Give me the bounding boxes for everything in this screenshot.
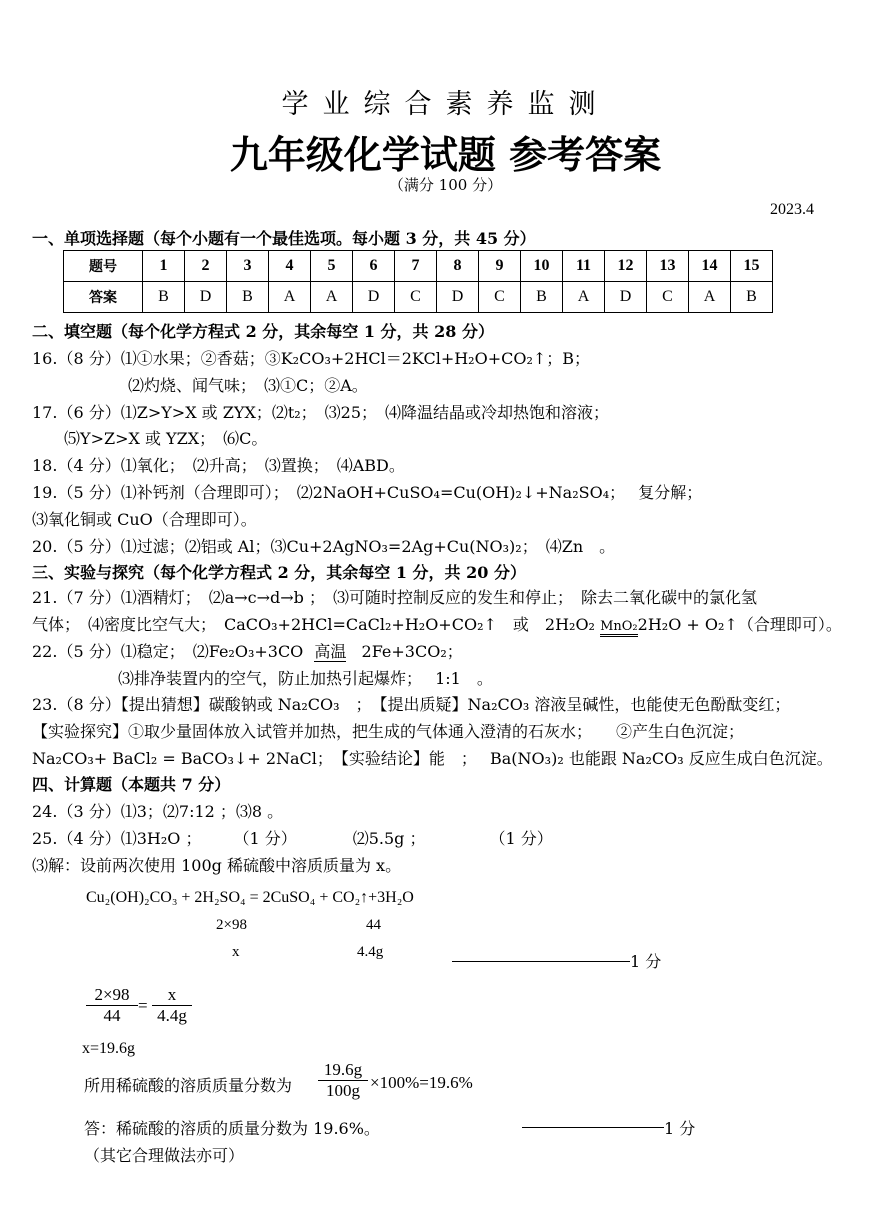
- answer-q24: 24.（3 分）⑴3；⑵7:12 ；⑶8 。: [32, 802, 284, 821]
- proportion-left-fraction: [86, 985, 138, 1026]
- question-number: 8: [437, 251, 479, 282]
- fraction-numerator: 2×98: [94, 985, 130, 1004]
- molar-mass-h2so4: 2×98: [216, 917, 247, 933]
- row-header-number: 题号: [64, 251, 143, 282]
- section4-heading: 四、计算题（本题共 7 分）: [32, 775, 231, 794]
- question-number: 10: [521, 251, 563, 282]
- answer-cell: D: [353, 282, 395, 313]
- answer-q22-line2: ⑶排净装置内的空气，防止加热引起爆炸； 1:1 。: [118, 669, 493, 688]
- answer-cell: C: [479, 282, 521, 313]
- answer-q23-line1: 23.（8 分）【提出猜想】碳酸钠或 Na₂CO₃ ； 【提出质疑】Na₂CO₃ 溶液呈碱性，也能使无色酚酞变红；: [32, 695, 791, 714]
- question-number: 9: [479, 251, 521, 282]
- q22-equation-end: 2Fe+3CO₂；: [361, 642, 463, 661]
- answer-q17-line2: ⑸Y>Z>X 或 YZX； ⑹C。: [64, 429, 268, 448]
- answer-cell: B: [731, 282, 773, 313]
- mass-fraction-result: ×100%=19.6%: [370, 1073, 473, 1092]
- question-number: 4: [269, 251, 311, 282]
- q21-equation-end: 2H₂O + O₂↑（合理即可）。: [637, 615, 842, 634]
- exam-date: 2023.4: [770, 201, 814, 218]
- section2-heading: 二、填空题（每个化学方程式 2 分，其余每空 1 分，共 28 分）: [32, 322, 494, 341]
- score-leader-line: [452, 961, 630, 962]
- answer-cell: B: [143, 282, 185, 313]
- alternative-method-note: （其它合理做法亦可）: [84, 1146, 245, 1165]
- question-number: 3: [227, 251, 269, 282]
- mass-fraction: [318, 1060, 368, 1101]
- answer-q19-line2: ⑶氧化铜或 CuO（合理即可）。: [32, 510, 257, 529]
- unknown-x: x: [232, 944, 240, 960]
- answer-cell: B: [521, 282, 563, 313]
- proportion-right-fraction: [152, 985, 192, 1026]
- question-number: 14: [689, 251, 731, 282]
- answer-cell: C: [647, 282, 689, 313]
- answer-q23-line2: 【实验探究】①取少量固体放入试管并加热，把生成的气体通入澄清的石灰水； ②产生白色沉淀；: [32, 722, 745, 741]
- mno2-catalyst: MnO₂: [600, 619, 638, 637]
- answer-row: [64, 282, 773, 313]
- answer-q18: 18.（4 分）⑴氧化； ⑵升高； ⑶置换； ⑷ABD。: [32, 456, 405, 475]
- answer-cell: C: [395, 282, 437, 313]
- fraction-numerator: 19.6g: [323, 1060, 363, 1079]
- answer-q25-line1: 25.（4 分）⑴3H₂O ； （1 分） ⑵5.5g ； （1 分）: [32, 829, 553, 848]
- answer-q21-line1: 21.（7 分）⑴酒精灯； ⑵a→c→d→b ； ⑶可随时控制反应的发生和停止； 除去二氧化碳中的氯化氢: [32, 588, 758, 607]
- molar-mass-co2: 44: [366, 917, 381, 933]
- answer-q16-line1: 16.（8 分）⑴①水果；②香菇；③K₂CO₃+2HCl＝2KCl+H₂O+CO₂↑；B；: [32, 349, 591, 368]
- equals-sign: =: [138, 996, 148, 1015]
- answer-cell: D: [437, 282, 479, 313]
- exam-series-title: 学业综合素养监测: [281, 89, 610, 120]
- question-number: 11: [563, 251, 605, 282]
- section1-heading: 一、单项选择题（每个小题有一个最佳选项。每小题 3 分，共 45 分）: [32, 229, 536, 248]
- score-mark: 1 分: [664, 1119, 696, 1138]
- row-header-answer: 答案: [64, 282, 143, 313]
- answer-q16-line2: ⑵灼烧、闻气味； ⑶①C；②A。: [128, 376, 368, 395]
- question-number: 5: [311, 251, 353, 282]
- answer-cell: D: [605, 282, 647, 313]
- answer-cell: B: [227, 282, 269, 313]
- answer-q20: 20.（5 分）⑴过滤；⑵铝或 Al；⑶Cu+2AgNO₃=2Ag+Cu(NO₃)₂； ⑷Zn 。: [32, 537, 616, 556]
- question-number: 1: [143, 251, 185, 282]
- final-answer: 答：稀硫酸的溶质的质量分数为 19.6%。: [84, 1119, 380, 1138]
- question-number: 13: [647, 251, 689, 282]
- question-number: 2: [185, 251, 227, 282]
- high-temperature-condition: 高温: [314, 642, 347, 661]
- mass-fraction-label: 所用稀硫酸的溶质质量分数为: [84, 1076, 293, 1095]
- fraction-denominator: 4.4g: [152, 1005, 192, 1026]
- answer-cell: A: [563, 282, 605, 313]
- question-number-row: [64, 251, 773, 282]
- answer-cell: A: [311, 282, 353, 313]
- answer-table: [63, 250, 773, 313]
- answer-q21-line2: [32, 612, 842, 635]
- answer-q19-line1: 19.（5 分）⑴补钙剂（合理即可）； ⑵2NaOH+CuSO₄=Cu(OH)₂↓+Na₂SO₄； 复分解；: [32, 483, 703, 502]
- full-score-note: （满分 100 分）: [388, 176, 503, 194]
- answer-q23-line3: Na₂CO₃+ BaCl₂ = BaCO₃↓+ 2NaCl； 【实验结论】能 ； Ba(NO₃)₂ 也能跟 Na₂CO₃ 反应生成白色沉淀。: [32, 749, 833, 768]
- reaction-equation: Cu₂(OH)₂CO₃ + 2H₂SO₄ = 2CuSO₄ + CO₂↑+3H₂O: [86, 889, 414, 906]
- question-number: 7: [395, 251, 437, 282]
- q21-equation-start: 气体； ⑷密度比空气大； CaCO₃+2HCl=CaCl₂+H₂O+CO₂↑ 或 2H₂O₂: [32, 615, 595, 634]
- answer-q17-line1: 17.（6 分）⑴Z>Y>X 或 ZYX；⑵t₂； ⑶25； ⑷降温结晶或冷却热饱和溶液；: [32, 403, 610, 422]
- fraction-numerator: x: [167, 985, 177, 1004]
- question-number: 6: [353, 251, 395, 282]
- x-result: x=19.6g: [82, 1040, 136, 1057]
- answer-cell: A: [689, 282, 731, 313]
- page-title: 九年级化学试题 参考答案: [229, 132, 662, 177]
- fraction-denominator: 44: [86, 1005, 138, 1026]
- q22-equation-start: 22.（5 分）⑴稳定； ⑵Fe₂O₃+3CO: [32, 642, 304, 661]
- question-number: 12: [605, 251, 647, 282]
- question-number: 15: [731, 251, 773, 282]
- answer-cell: A: [269, 282, 311, 313]
- answer-q22-line1: [32, 639, 463, 662]
- section3-heading: 三、实验与探究（每个化学方程式 2 分，其余每空 1 分，共 20 分）: [32, 563, 526, 582]
- score-leader-line: [522, 1127, 664, 1128]
- co2-mass: 4.4g: [357, 944, 384, 960]
- answer-cell: D: [185, 282, 227, 313]
- fraction-denominator: 100g: [318, 1080, 368, 1101]
- answer-q25-line2: ⑶解：设前两次使用 100g 稀硫酸中溶质质量为 x。: [32, 856, 402, 875]
- score-mark: 1 分: [630, 952, 662, 971]
